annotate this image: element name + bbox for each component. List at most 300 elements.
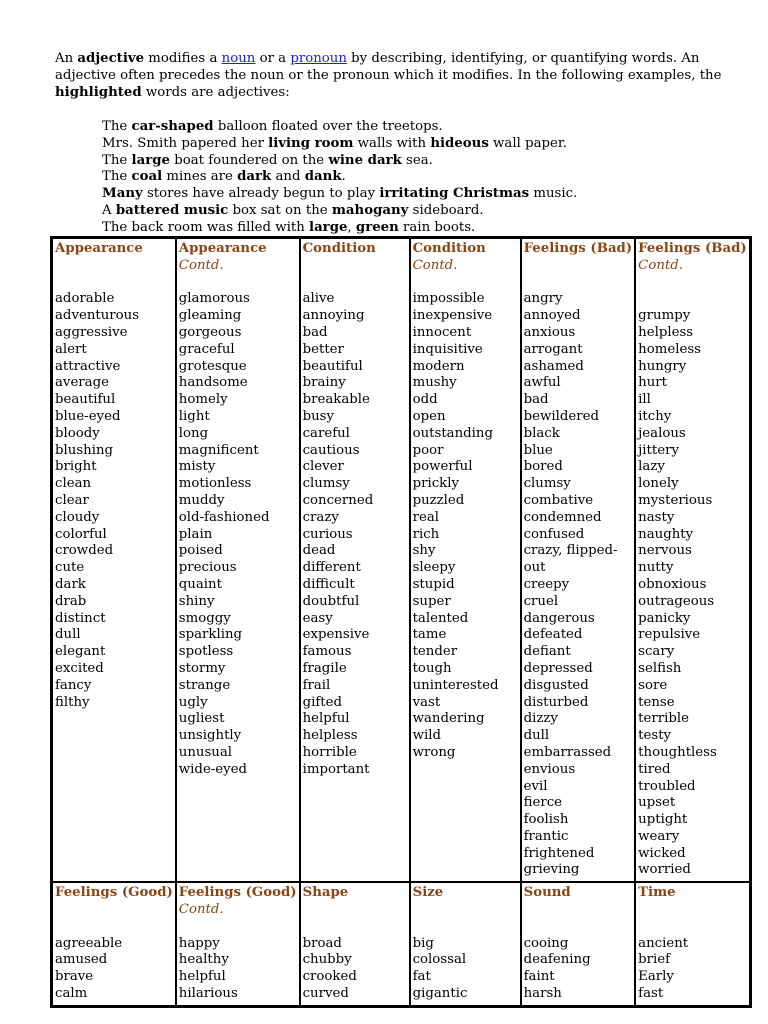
sentence-text: sea. (401, 152, 433, 168)
example-sentence (102, 220, 722, 237)
adjective-word: helpful (178, 969, 226, 985)
adjective-word: combative (523, 492, 594, 508)
adjective-word: dead (302, 543, 336, 559)
adjective-word: colossal (412, 952, 467, 968)
adjective-word: Early (638, 969, 674, 985)
adjective-word: clumsy (523, 476, 571, 492)
adjective-word: fast (638, 986, 664, 1002)
adjective-word: excited (55, 660, 104, 676)
adjective-word: famous (302, 644, 352, 660)
adjective-word: panicky (638, 610, 691, 626)
adjective-highlight: large (131, 152, 170, 168)
sentence-text: mines are (162, 169, 238, 185)
column-header: Sound (523, 885, 571, 901)
adjective-word: frantic (523, 828, 569, 844)
adjective-word: bloody (55, 425, 100, 441)
sentence-text: The (102, 152, 132, 168)
adjective-word: angry (523, 291, 563, 307)
header-spacer (524, 919, 633, 936)
adjective-word: motionless (178, 476, 252, 492)
adjective-word: puzzled (412, 492, 465, 508)
adjective-word: thoughtless (638, 744, 717, 760)
adjective-word: healthy (178, 952, 229, 968)
adjective-word: calm (55, 986, 88, 1002)
adjective-word: lazy (638, 459, 665, 475)
adjective-word: cooing (523, 935, 569, 951)
adjective-highlight: dank (304, 169, 342, 185)
adjective-word: mushy (412, 375, 457, 391)
header-spacer (413, 919, 518, 936)
category-column (521, 882, 636, 1006)
adjective-word: inquisitive (412, 341, 483, 357)
column-header: Appearance (178, 241, 267, 256)
adjective-word: troubled (638, 778, 696, 794)
adjective-word: wrong (412, 744, 456, 760)
intro-paragraph (55, 51, 727, 101)
adjective-word: stormy (178, 660, 226, 676)
adjective-highlight: hideous (430, 135, 489, 151)
adjective-word: hurt (638, 375, 667, 391)
adjective-word: sore (638, 677, 668, 693)
adjective-word: itchy (638, 408, 672, 424)
adjective-word: uninterested (412, 677, 499, 693)
adjective-word: alive (302, 291, 335, 307)
adjective-word: selfish (638, 660, 682, 676)
adjective-word: expensive (302, 627, 370, 643)
adjective-word: unusual (178, 744, 233, 760)
column-header: Time (638, 885, 676, 901)
adjective-word: tense (638, 694, 675, 710)
category-column (635, 882, 750, 1006)
adjective-word: attractive (55, 358, 121, 374)
adjective-word: brainy (302, 375, 346, 391)
adjective-word (638, 291, 747, 308)
adjective-word: naughty (638, 526, 694, 542)
adjective-word: powerful (412, 459, 473, 475)
adjective-word: dull (523, 728, 550, 744)
intro-highlighted: highlighted (55, 84, 142, 100)
adjective-highlight: wine dark (328, 152, 402, 168)
column-continued-label (413, 902, 518, 919)
adjective-word: grotesque (178, 358, 247, 374)
sentence-text: The (102, 169, 132, 185)
adjective-word: fat (412, 969, 431, 985)
adjective-word: open (412, 408, 446, 424)
adjective-word: concerned (302, 492, 374, 508)
adjective-word: rich (412, 526, 440, 542)
example-sentence (102, 136, 722, 153)
adjective-word: beautiful (55, 392, 116, 408)
category-column (52, 882, 176, 1006)
column-header: Feelings (Good) (55, 885, 173, 901)
adjective-word: mysterious (638, 492, 713, 508)
adjective-word: repulsive (638, 627, 701, 643)
category-column (52, 238, 176, 882)
adjective-word: vast (412, 694, 441, 710)
adjective-word: brave (55, 969, 94, 985)
adjective-word: weary (638, 828, 680, 844)
adjective-word: crooked (302, 969, 357, 985)
adjective-word: blue-eyed (55, 408, 121, 424)
adjective-word: harsh (523, 986, 562, 1002)
adjective-word: aggressive (55, 324, 128, 340)
adjective-word: faint (523, 969, 555, 985)
pronoun-link[interactable]: pronoun (290, 51, 347, 66)
adjective-word: crazy, flipped- (523, 543, 618, 559)
adjective-word: broad (302, 935, 342, 951)
category-column (521, 238, 636, 882)
adjective-word: condemned (523, 509, 602, 525)
adjective-word: crowded (55, 543, 114, 559)
adjective-word: frightened (523, 845, 595, 861)
adjective-word: handsome (178, 375, 248, 391)
adjective-word: outrageous (638, 593, 715, 609)
sentence-text: and (271, 169, 305, 185)
adjective-word: lonely (638, 476, 679, 492)
adjective-word: ugliest (178, 711, 225, 727)
header-spacer (55, 919, 173, 936)
adjective-word: tough (412, 660, 452, 676)
sentence-text: The back room was filled with (102, 219, 310, 235)
adjective-word: dull (55, 627, 81, 643)
header-spacer (638, 919, 747, 936)
adjective-word: better (302, 341, 344, 357)
header-spacer (638, 275, 747, 292)
sentence-text: music. (529, 186, 578, 202)
example-sentence (102, 169, 722, 186)
example-sentence (102, 203, 722, 220)
adjective-table (50, 236, 752, 1008)
table-row (52, 238, 750, 882)
adjective-word: bored (523, 459, 563, 475)
adjective-word: agreeable (55, 935, 123, 951)
adjective-word: bewildered (523, 408, 599, 424)
sentence-text: boat foundered on the (169, 152, 329, 168)
adjective-word: helpless (302, 728, 358, 744)
adjective-word: blue (523, 442, 553, 458)
adjective-word: embarrassed (523, 744, 612, 760)
adjective-word: gleaming (178, 308, 242, 324)
adjective-word: annoyed (523, 308, 581, 324)
adjective-word: doubtful (302, 593, 360, 609)
adjective-word: distinct (55, 610, 106, 626)
adjective-word: ashamed (523, 358, 584, 374)
adjective-word: innocent (412, 324, 472, 340)
adjective-word: crazy (302, 509, 339, 525)
adjective-word: homely (178, 392, 228, 408)
adjective-word: ancient (638, 935, 689, 951)
adjective-word: muddy (178, 492, 225, 508)
adjective-word: elegant (55, 644, 106, 660)
adjective-word: hungry (638, 358, 687, 374)
adjective-word: ill (638, 392, 651, 408)
adjective-word: bright (55, 459, 97, 475)
adjective-word: gifted (302, 694, 343, 710)
adjective-word: adorable (55, 291, 115, 307)
column-continued-label (303, 258, 407, 275)
noun-link[interactable]: noun (221, 51, 256, 66)
column-continued-label: Contd. (178, 257, 224, 273)
sentence-text: box sat on the (228, 202, 332, 218)
header-spacer (303, 275, 407, 292)
adjective-word: horrible (302, 744, 357, 760)
sentence-text: wall paper. (488, 135, 568, 151)
adjective-word: sparkling (178, 627, 243, 643)
adjective-word: cruel (523, 593, 559, 609)
column-header: Shape (302, 885, 349, 901)
column-continued-label: Contd. (638, 257, 683, 273)
adjective-word: nervous (638, 543, 692, 559)
adjective-word: fragile (302, 660, 347, 676)
adjective-word: black (523, 425, 560, 441)
intro-text: modifies a (144, 51, 222, 66)
intro-text: An (55, 51, 78, 66)
category-column (410, 882, 521, 1006)
header-spacer (524, 275, 633, 292)
header-spacer (179, 275, 297, 292)
adjective-word: cautious (302, 442, 360, 458)
adjective-word: foolish (523, 812, 569, 828)
category-column (410, 238, 521, 882)
adjective-word: jealous (638, 425, 686, 441)
category-column (176, 238, 300, 882)
adjective-highlight: large (309, 219, 348, 235)
adjective-word: important (302, 761, 370, 777)
adjective-word: bad (523, 392, 549, 408)
sentence-text: Mrs. Smith papered her (102, 135, 269, 151)
adjective-word: confused (523, 526, 585, 542)
adjective-word: spotless (178, 644, 234, 660)
adjective-word: testy (638, 728, 672, 744)
adjective-word: amused (55, 952, 108, 968)
adjective-word: quaint (178, 576, 222, 592)
intro-text: or a (255, 51, 291, 66)
example-sentence (102, 186, 722, 203)
category-column (635, 238, 750, 882)
column-continued-label: Contd. (412, 257, 458, 273)
adjective-word: big (412, 935, 434, 951)
adjective-word: beautiful (302, 358, 363, 374)
column-header: Feelings (Good) (178, 885, 297, 901)
adjective-highlight: green (355, 219, 399, 235)
adjective-word: prickly (412, 476, 459, 492)
adjective-word: defiant (523, 644, 571, 660)
adjective-word: cloudy (55, 509, 100, 525)
adjective-word: unsightly (178, 728, 242, 744)
intro-text: words are adjectives: (141, 84, 290, 100)
adjective-word: helpless (638, 324, 694, 340)
adjective-word: drab (55, 593, 87, 609)
adjective-word: ugly (178, 694, 208, 710)
adjective-word: careful (302, 425, 350, 441)
adjective-highlight: car-shaped (131, 119, 214, 134)
adjective-word: deafening (523, 952, 591, 968)
adjective-word: anxious (523, 324, 576, 340)
adjective-word: tender (412, 644, 458, 660)
adjective-word: wicked (638, 845, 686, 861)
adjective-word: outstanding (412, 425, 494, 441)
adjective-word: upset (638, 795, 676, 811)
adjective-word: long (178, 425, 209, 441)
adjective-word: misty (178, 459, 216, 475)
adjective-word: arrogant (523, 341, 583, 357)
adjective-highlight: mahogany (331, 202, 409, 218)
adjective-word: glamorous (178, 291, 250, 307)
column-continued-label (55, 902, 173, 919)
category-column (300, 238, 410, 882)
adjective-word: happy (178, 935, 220, 951)
adjective-word: disturbed (523, 694, 589, 710)
adjective-word: uptight (638, 812, 688, 828)
adjective-word: fancy (55, 677, 92, 693)
adjective-word: evil (523, 778, 548, 794)
header-spacer (303, 919, 407, 936)
column-continued-label (55, 258, 173, 275)
adjective-highlight: Many (102, 186, 143, 202)
adjective-word: adventurous (55, 308, 140, 324)
sentence-text: sideboard. (408, 202, 484, 218)
adjective-word: modern (412, 358, 465, 374)
adjective-word: graceful (178, 341, 235, 357)
column-header: Feelings (Bad) (638, 241, 747, 256)
adjective-word: nutty (638, 560, 674, 576)
adjective-highlight: irritating Christmas (379, 186, 530, 202)
column-continued-label: Contd. (178, 902, 224, 918)
adjective-word: stupid (412, 576, 455, 592)
intro-text: by describing, identifying, or quantifying words. An adjective often precedes the noun or the pronoun which it modifies. In the following examples, the (55, 51, 722, 83)
adjective-word: dangerous (523, 610, 595, 626)
column-continued-label (524, 258, 633, 275)
intro-adjective: adjective (77, 51, 145, 66)
adjective-word: fierce (523, 795, 563, 811)
adjective-word: strange (178, 677, 231, 693)
adjective-word: shy (412, 543, 436, 559)
adjective-word: wild (412, 728, 441, 744)
adjective-word: clever (302, 459, 344, 475)
adjective-word: tame (412, 627, 447, 643)
adjective-word: brief (638, 952, 671, 968)
table-row (52, 882, 750, 1006)
adjective-word: old-fashioned (178, 509, 270, 525)
adjective-word: nasty (638, 509, 675, 525)
adjective-word: breakable (302, 392, 370, 408)
adjective-word: jittery (638, 442, 679, 458)
sentence-text: The (102, 119, 132, 134)
adjective-word: clear (55, 492, 89, 508)
adjective-word: homeless (638, 341, 701, 357)
adjective-highlight: coal (131, 169, 163, 185)
adjective-word: light (178, 408, 210, 424)
adjective-word: plain (178, 526, 213, 542)
adjective-word: grieving (523, 862, 580, 878)
adjective-word: sleepy (412, 560, 456, 576)
example-sentence (102, 119, 722, 136)
column-header: Condition (302, 241, 376, 256)
adjective-word: poised (178, 543, 223, 559)
adjective-word: curious (302, 526, 353, 542)
category-column (300, 882, 410, 1006)
adjective-word: dizzy (523, 711, 558, 727)
sentence-text: A (102, 202, 116, 218)
adjective-highlight: dark (237, 169, 272, 185)
column-header: Appearance (55, 241, 143, 256)
adjective-word: gigantic (412, 986, 468, 1002)
adjective-word: obnoxious (638, 576, 707, 592)
column-header: Condition (412, 241, 486, 256)
adjective-word: shiny (178, 593, 215, 609)
adjective-word: out (523, 560, 546, 576)
column-continued-label (303, 902, 407, 919)
adjective-word: smoggy (178, 610, 231, 626)
adjective-word: hilarious (178, 986, 238, 1002)
adjective-word: difficult (302, 576, 355, 592)
adjective-word: frail (302, 677, 331, 693)
adjective-word: colorful (55, 526, 107, 542)
category-column (176, 882, 300, 1006)
adjective-word: envious (523, 761, 576, 777)
adjective-word: busy (302, 408, 335, 424)
column-continued-label (524, 902, 633, 919)
adjective-word: wandering (412, 711, 485, 727)
header-spacer (179, 919, 297, 936)
adjective-word: grumpy (638, 308, 691, 324)
adjective-word: super (412, 593, 451, 609)
adjective-word: bad (302, 324, 328, 340)
adjective-word: poor (412, 442, 444, 458)
column-header: Size (412, 885, 444, 901)
adjective-word: helpful (302, 711, 350, 727)
adjective-word: curved (302, 986, 349, 1002)
adjective-word: easy (302, 610, 333, 626)
adjective-word: filthy (55, 694, 90, 710)
header-spacer (55, 275, 173, 292)
example-sentences (102, 119, 722, 237)
adjective-word: depressed (523, 660, 593, 676)
adjective-word: magnificent (178, 442, 259, 458)
column-continued-label (638, 902, 747, 919)
adjective-word: average (55, 375, 109, 391)
adjective-word: clumsy (302, 476, 350, 492)
adjective-highlight: living room (268, 135, 354, 151)
sentence-text: walls with (353, 135, 431, 151)
adjective-word: alert (55, 341, 87, 357)
header-spacer (413, 275, 518, 292)
adjective-word: cute (55, 560, 85, 576)
adjective-word: different (302, 560, 361, 576)
sentence-text: rain boots. (398, 219, 476, 235)
adjective-word: odd (412, 392, 438, 408)
adjective-word: chubby (302, 952, 352, 968)
adjective-word: talented (412, 610, 469, 626)
adjective-word: real (412, 509, 439, 525)
example-sentence (102, 153, 722, 170)
adjective-word: disgusted (523, 677, 589, 693)
adjective-word: inexpensive (412, 308, 493, 324)
adjective-word: creepy (523, 576, 570, 592)
adjective-highlight: battered music (115, 202, 229, 218)
adjective-word: awful (523, 375, 561, 391)
adjective-word: clean (55, 476, 92, 492)
adjective-word: annoying (302, 308, 365, 324)
adjective-word: precious (178, 560, 237, 576)
sentence-text: , (347, 219, 356, 235)
sentence-text: . (341, 169, 346, 185)
adjective-word: dark (55, 576, 86, 592)
adjective-word: terrible (638, 711, 689, 727)
adjective-word: blushing (55, 442, 114, 458)
adjective-word: scary (638, 644, 675, 660)
adjective-word: tired (638, 761, 671, 777)
